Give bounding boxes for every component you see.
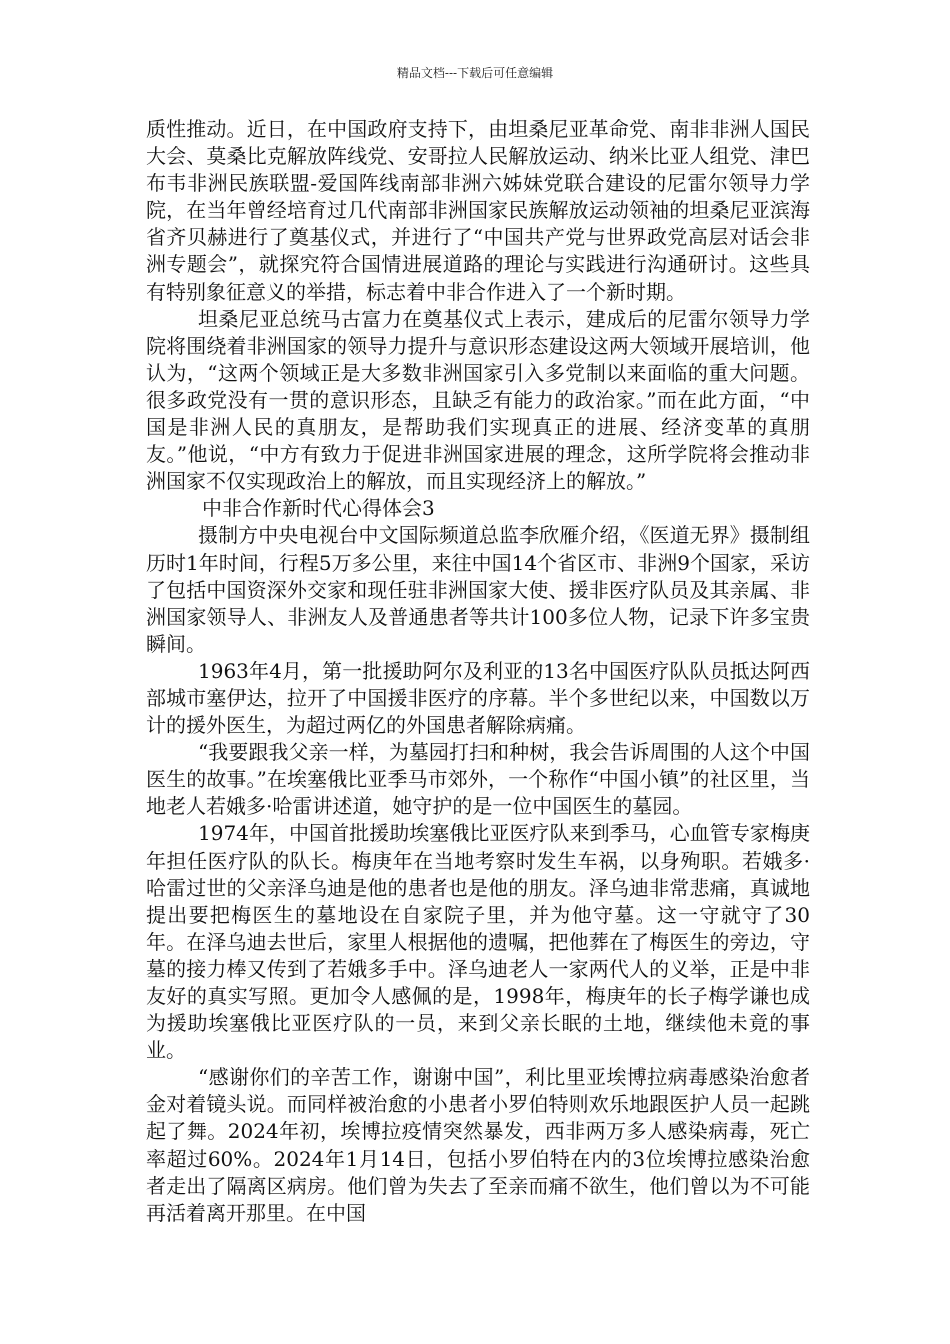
- paragraph-2: 坦桑尼亚总统马古富力在奠基仪式上表示，建成后的尼雷尔领导力学院将围绕着非洲国家的领导力提升与意识形态建设这两大领域开展培训，他认为，“这两个领域正是大多数非洲国家引入多党制以来面临的重大问题。很多政党没有一贯的意识形态，且缺乏有能力的政治家。”而在此方面，“中国是非洲人民的真朋友，是帮助我们实现真正的进展、经济变革的真朋友。”他说，“中方有致力于促进非洲国家进展的理念，这所学院将会推动非洲国家不仅实现政治上的解放，而且实现经济上的解放。”: [146, 306, 810, 494]
- paragraph-1: 质性推动。近日，在中国政府支持下，由坦桑尼亚革命党、南非非洲人国民大会、莫桑比克解放阵线党、安哥拉人民解放运动、纳米比亚人组党、津巴布韦非洲民族联盟-爱国阵线南部非洲六姊妹党联合建设的尼雷尔领导力学院，在当年曾经培育过几代南部非洲国家民族解放运动领袖的坦桑尼亚滨海省齐贝赫进行了奠基仪式，并进行了“中国共产党与世界政党高层对话会非洲专题会”，就探究符合国情进展道路的理论与实践进行沟通研讨。这些具有特别象征意义的举措，标志着中非合作进入了一个新时期。: [146, 117, 810, 304]
- paragraph-5: “我要跟我父亲一样，为墓园打扫和种树，我会告诉周围的人这个中国医生的故事。”在埃塞俄比亚季马市郊外，一个称作“中国小镇”的社区里，当地老人若娥多·哈雷讲述道，她守护的是一位中国医生的墓园。: [146, 740, 810, 819]
- section-title: 中非合作新时代心得体会3: [202, 496, 435, 521]
- paragraph-4: 1963年4月，第一批援助阿尔及利亚的13名中国医疗队队员抵达阿西部城市塞伊达，拉开了中国援非医疗的序幕。半个多世纪以来，中国数以万计的援外医生，为超过两亿的外国患者解除病痛。: [146, 658, 810, 738]
- paragraph-7: “感谢你们的辛苦工作，谢谢中国”，利比里亚埃博拉病毒感染治愈者金对着镜头说。而同样被治愈的小患者小罗伯特则欢乐地跟医护人员一起跳起了舞。2024年初，埃博拉疫情突然暴发，西非两万多人感染病毒，死亡率超过60%。2024年1月14日，包括小罗伯特在内的3位埃博拉感染治愈者走出了隔离区病房。他们曾为失去了至亲而痛不欲生，他们曾以为不可能再活着离开那里。在中国: [146, 1065, 810, 1225]
- document-body: [146, 116, 810, 1227]
- page-header: 精品文档---下载后可任意编辑: [396, 66, 554, 80]
- paragraph-6: 1974年，中国首批援助埃塞俄比亚医疗队来到季马，心血管专家梅庚年担任医疗队的队长。梅庚年在当地考察时发生车祸，以身殉职。若娥多·哈雷过世的父亲泽乌迪是他的患者也是他的朋友。泽乌迪非常悲痛，真诚地提出要把梅医生的墓地设在自家院子里，并为他守墓。这一守就守了30年。在泽乌迪去世后，家里人根据他的遗嘱，把他葬在了梅医生的旁边，守墓的接力棒又传到了若娥多手中。泽乌迪老人一家两代人的义举，正是中非友好的真实写照。更加令人感佩的是，1998年，梅庚年的长子梅学谦也成为援助埃塞俄比亚医疗队的一员，来到父亲长眠的土地，继续他未竟的事业。: [146, 821, 810, 1063]
- paragraph-3: 摄制方中央电视台中文国际频道总监李欣雁介绍，《医道无界》摄制组历时1年时间，行程5万多公里，来往中国14个省区市、非洲9个国家，采访了包括中国资深外交家和现任驻非洲国家大使、援非医疗队员及其亲属、非洲国家领导人、非洲友人及普通患者等共计100多位人物，记录下许多宝贵瞬间。: [146, 523, 810, 656]
